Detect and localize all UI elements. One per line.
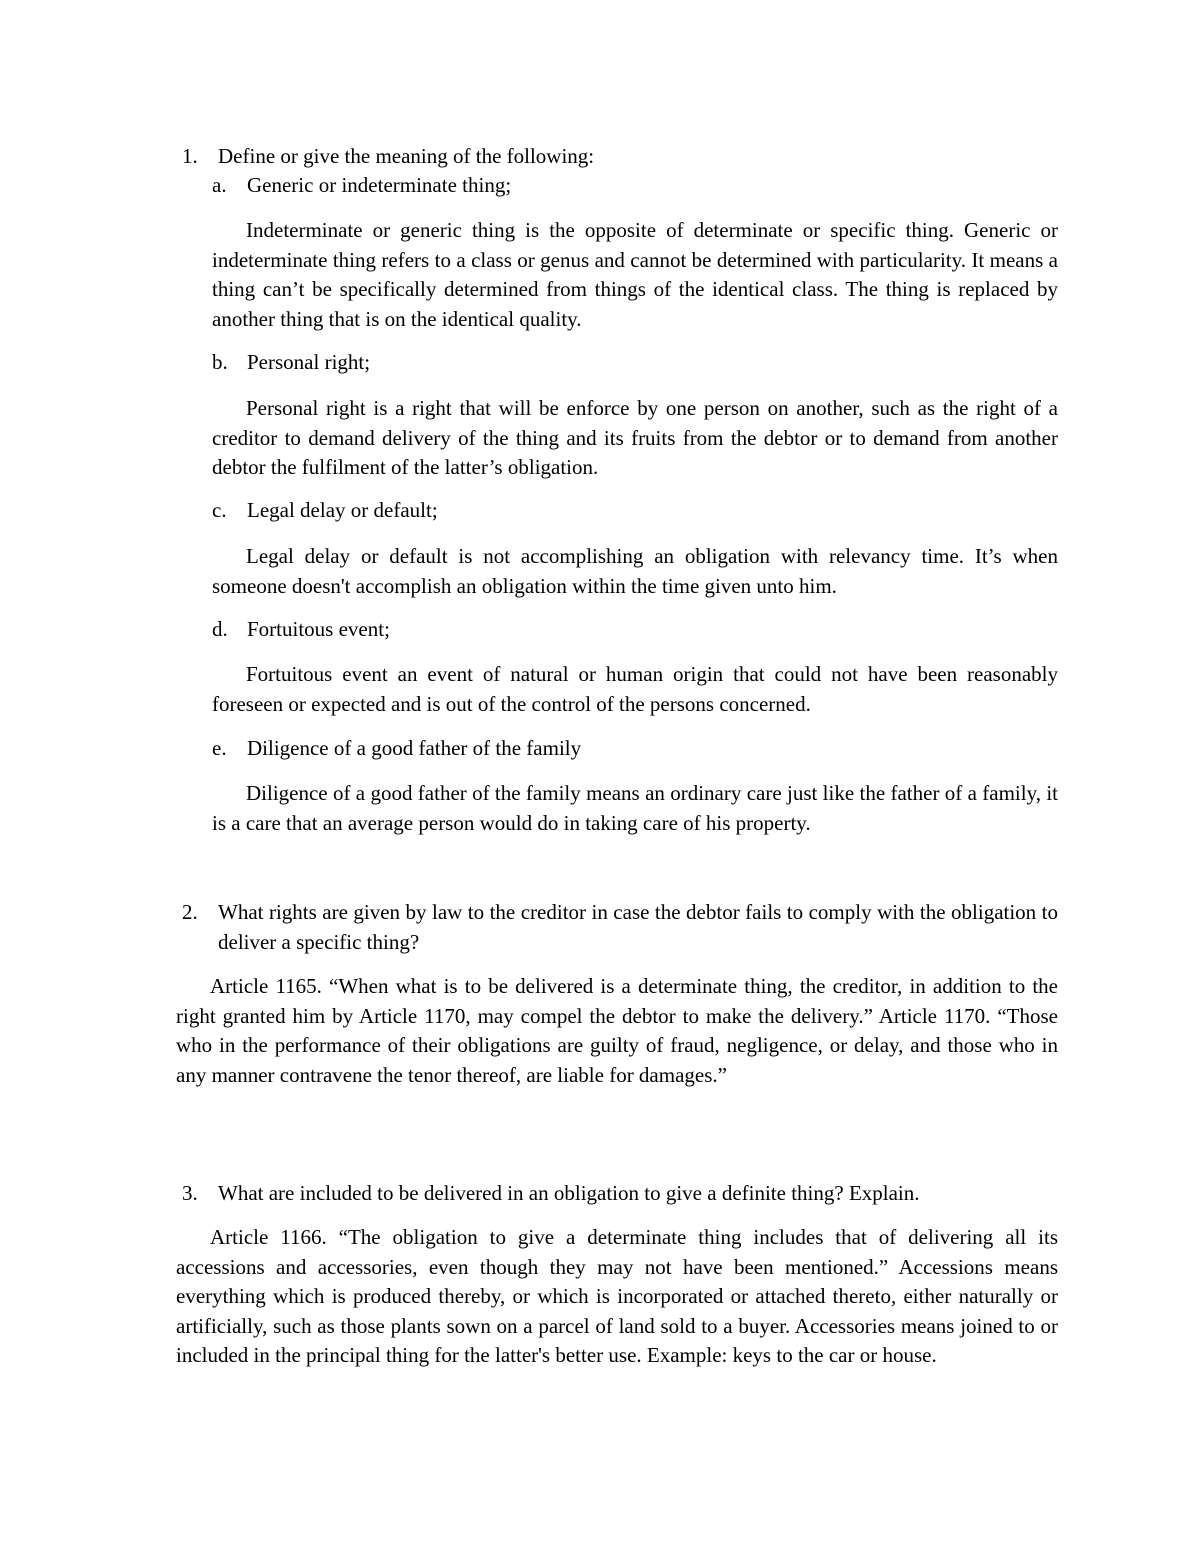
q3-number: 3. (182, 1181, 198, 1205)
q2-question: What rights are given by law to the creditor in case the debtor fails to comply with the obligation to deliver a specific thing? (218, 900, 1058, 954)
q1b-answer: Personal right is a right that will be enforce by one person on another, such as the right of a creditor to demand delivery of the thing and its fruits from the debtor or to demand from another debtor the fulfilment of the latter’s obligation. (212, 396, 1058, 480)
q1d-answer: Fortuitous event an event of natural or human origin that could not have been reasonably foreseen or expected and is out of the control of the persons concerned. (212, 662, 1058, 716)
q2-number: 2. (182, 900, 198, 924)
q1-question: Define or give the meaning of the following: (218, 144, 595, 168)
q1e-answer: Diligence of a good father of the family means an ordinary care just like the father of a family, it is a care that an average person would do in taking care of his property. (212, 781, 1058, 835)
q1d-letter: d. (212, 617, 228, 641)
q1a-answer: Indeterminate or generic thing is the opposite of determinate or specific thing. Generic or indeterminate thing refers to a class or genus and cannot be determined with particularity. It means a thing can’t be specifically determined from things of the identical class. The thing is replaced by another thing that is on the identical quality. (212, 218, 1058, 331)
q1c-letter: c. (212, 498, 227, 522)
q1b-term: Personal right; (247, 350, 371, 374)
q3-answer: Article 1166. “The obligation to give a determinate thing includes that of delivering all its accessions and accessories, even though they may not have been mentioned.” Accessions means everything which is produced thereby, or which is incorporated or attached thereto, either naturally or artificially, such as those plants sown on a parcel of land sold to a buyer. Accessories means joined to or included in the principal thing for the latter's better use. Example: keys to the car or house. (176, 1225, 1058, 1368)
q1d-term: Fortuitous event; (247, 617, 390, 641)
q1a-letter: a. (212, 173, 227, 197)
q3-question: What are included to be delivered in an obligation to give a definite thing? Explain. (218, 1181, 920, 1205)
q1e-letter: e. (212, 736, 227, 760)
q2-answer: Article 1165. “When what is to be delivered is a determinate thing, the creditor, in addition to the right granted him by Article 1170, may compel the debtor to make the delivery.” Article 1170. “Those who in the performance of their obligations are guilty of fraud, negligence, or delay, and those who in any manner contravene the tenor thereof, are liable for damages.” (176, 974, 1058, 1087)
q1b-letter: b. (212, 350, 228, 374)
q1e-term: Diligence of a good father of the family (247, 736, 582, 760)
q1c-answer: Legal delay or default is not accomplishing an obligation with relevancy time. It’s when someone doesn't accomplish an obligation within the time given unto him. (212, 544, 1058, 598)
q1c-term: Legal delay or default; (247, 498, 438, 522)
q1-number: 1. (182, 144, 198, 168)
q1a-term: Generic or indeterminate thing; (247, 173, 512, 197)
